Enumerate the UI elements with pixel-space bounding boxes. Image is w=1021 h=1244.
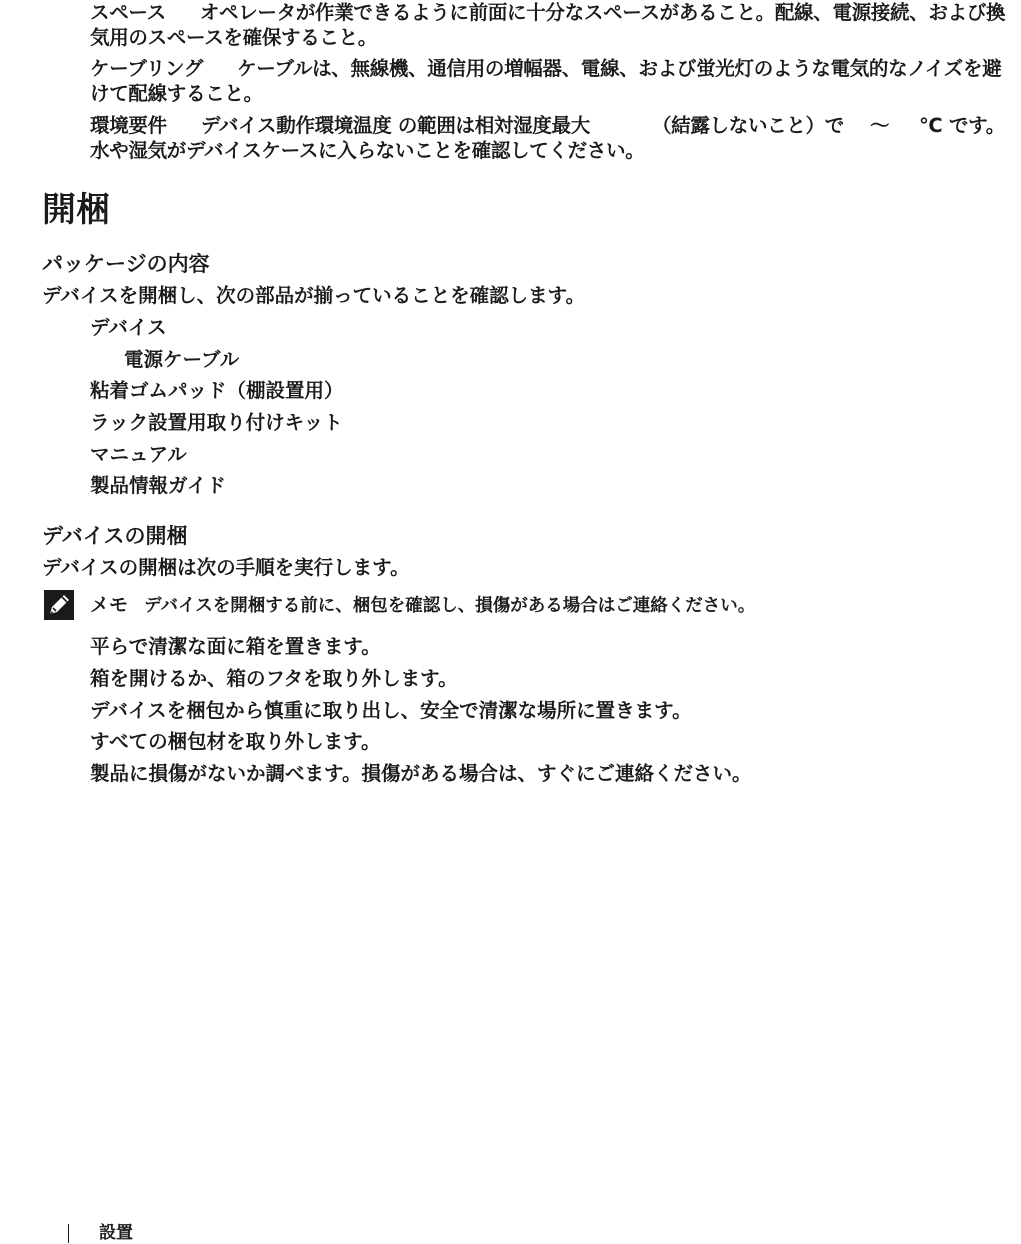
requirement-space [90, 0, 1018, 50]
unpacking-heading: デバイスの開梱 [42, 524, 188, 548]
page-title: 開梱 [42, 190, 110, 230]
requirement-term: ケーブリング [90, 57, 204, 80]
requirement-term: スペース [90, 1, 166, 24]
package-contents-heading: パッケージの内容 [42, 252, 210, 276]
requirement-description: 水や湿気がデバイスケースに入らないことを確認してください。 [90, 139, 645, 162]
list-item: 製品情報ガイド [90, 474, 226, 497]
step-item: すべての梱包材を取り外します。 [90, 730, 381, 753]
requirement-term: 環境要件 [90, 114, 167, 137]
requirement-description-part: デバイス動作環境温度 の範囲は相対湿度最大 [200, 114, 590, 137]
requirement-description-part: ℃ です。 [919, 114, 1005, 137]
package-contents-intro: デバイスを開梱し、次の部品が揃っていることを確認します。 [42, 284, 586, 307]
step-item: デバイスを梱包から慎重に取り出し、安全で清潔な場所に置きます。 [90, 699, 692, 722]
requirement-environment [90, 113, 1018, 163]
list-item: ラック設置用取り付けキット [90, 411, 343, 434]
note-block [44, 588, 944, 622]
step-item: 箱を開けるか、箱のフタを取り外します。 [90, 667, 458, 690]
note-text: デバイスを開梱する前に、梱包を確認し、損傷がある場合はご連絡ください。 [144, 596, 756, 616]
step-item: 平らで清潔な面に箱を置きます。 [90, 635, 381, 658]
list-item: デバイス [90, 316, 167, 339]
list-item: 粘着ゴムパッド（棚設置用） [90, 379, 344, 402]
unpacking-intro: デバイスの開梱は次の手順を実行します。 [42, 556, 410, 579]
requirement-description-part: （結露しないこと）で [651, 114, 844, 137]
footer-divider [68, 1224, 69, 1243]
note-label: メモ [90, 594, 129, 616]
requirement-description: オペレータが作業できるように前面に十分なスペースがあること。配線、電源接続、および換気用のスペースを確保すること。 [90, 1, 1006, 49]
requirement-cabling [90, 56, 1018, 106]
list-item: マニュアル [90, 443, 187, 466]
step-item: 製品に損傷がないか調べます。損傷がある場合は、すぐにご連絡ください。 [90, 762, 752, 785]
pencil-note-icon [44, 590, 74, 620]
requirement-description: ケーブルは、無線機、通信用の増幅器、電線、および蛍光灯のような電気的なノイズを避けて配線すること。 [90, 57, 1002, 105]
list-item: 電源ケーブル [124, 348, 240, 371]
requirement-description-part: 〜 [869, 114, 890, 137]
footer-section-label: 設置 [99, 1223, 133, 1243]
